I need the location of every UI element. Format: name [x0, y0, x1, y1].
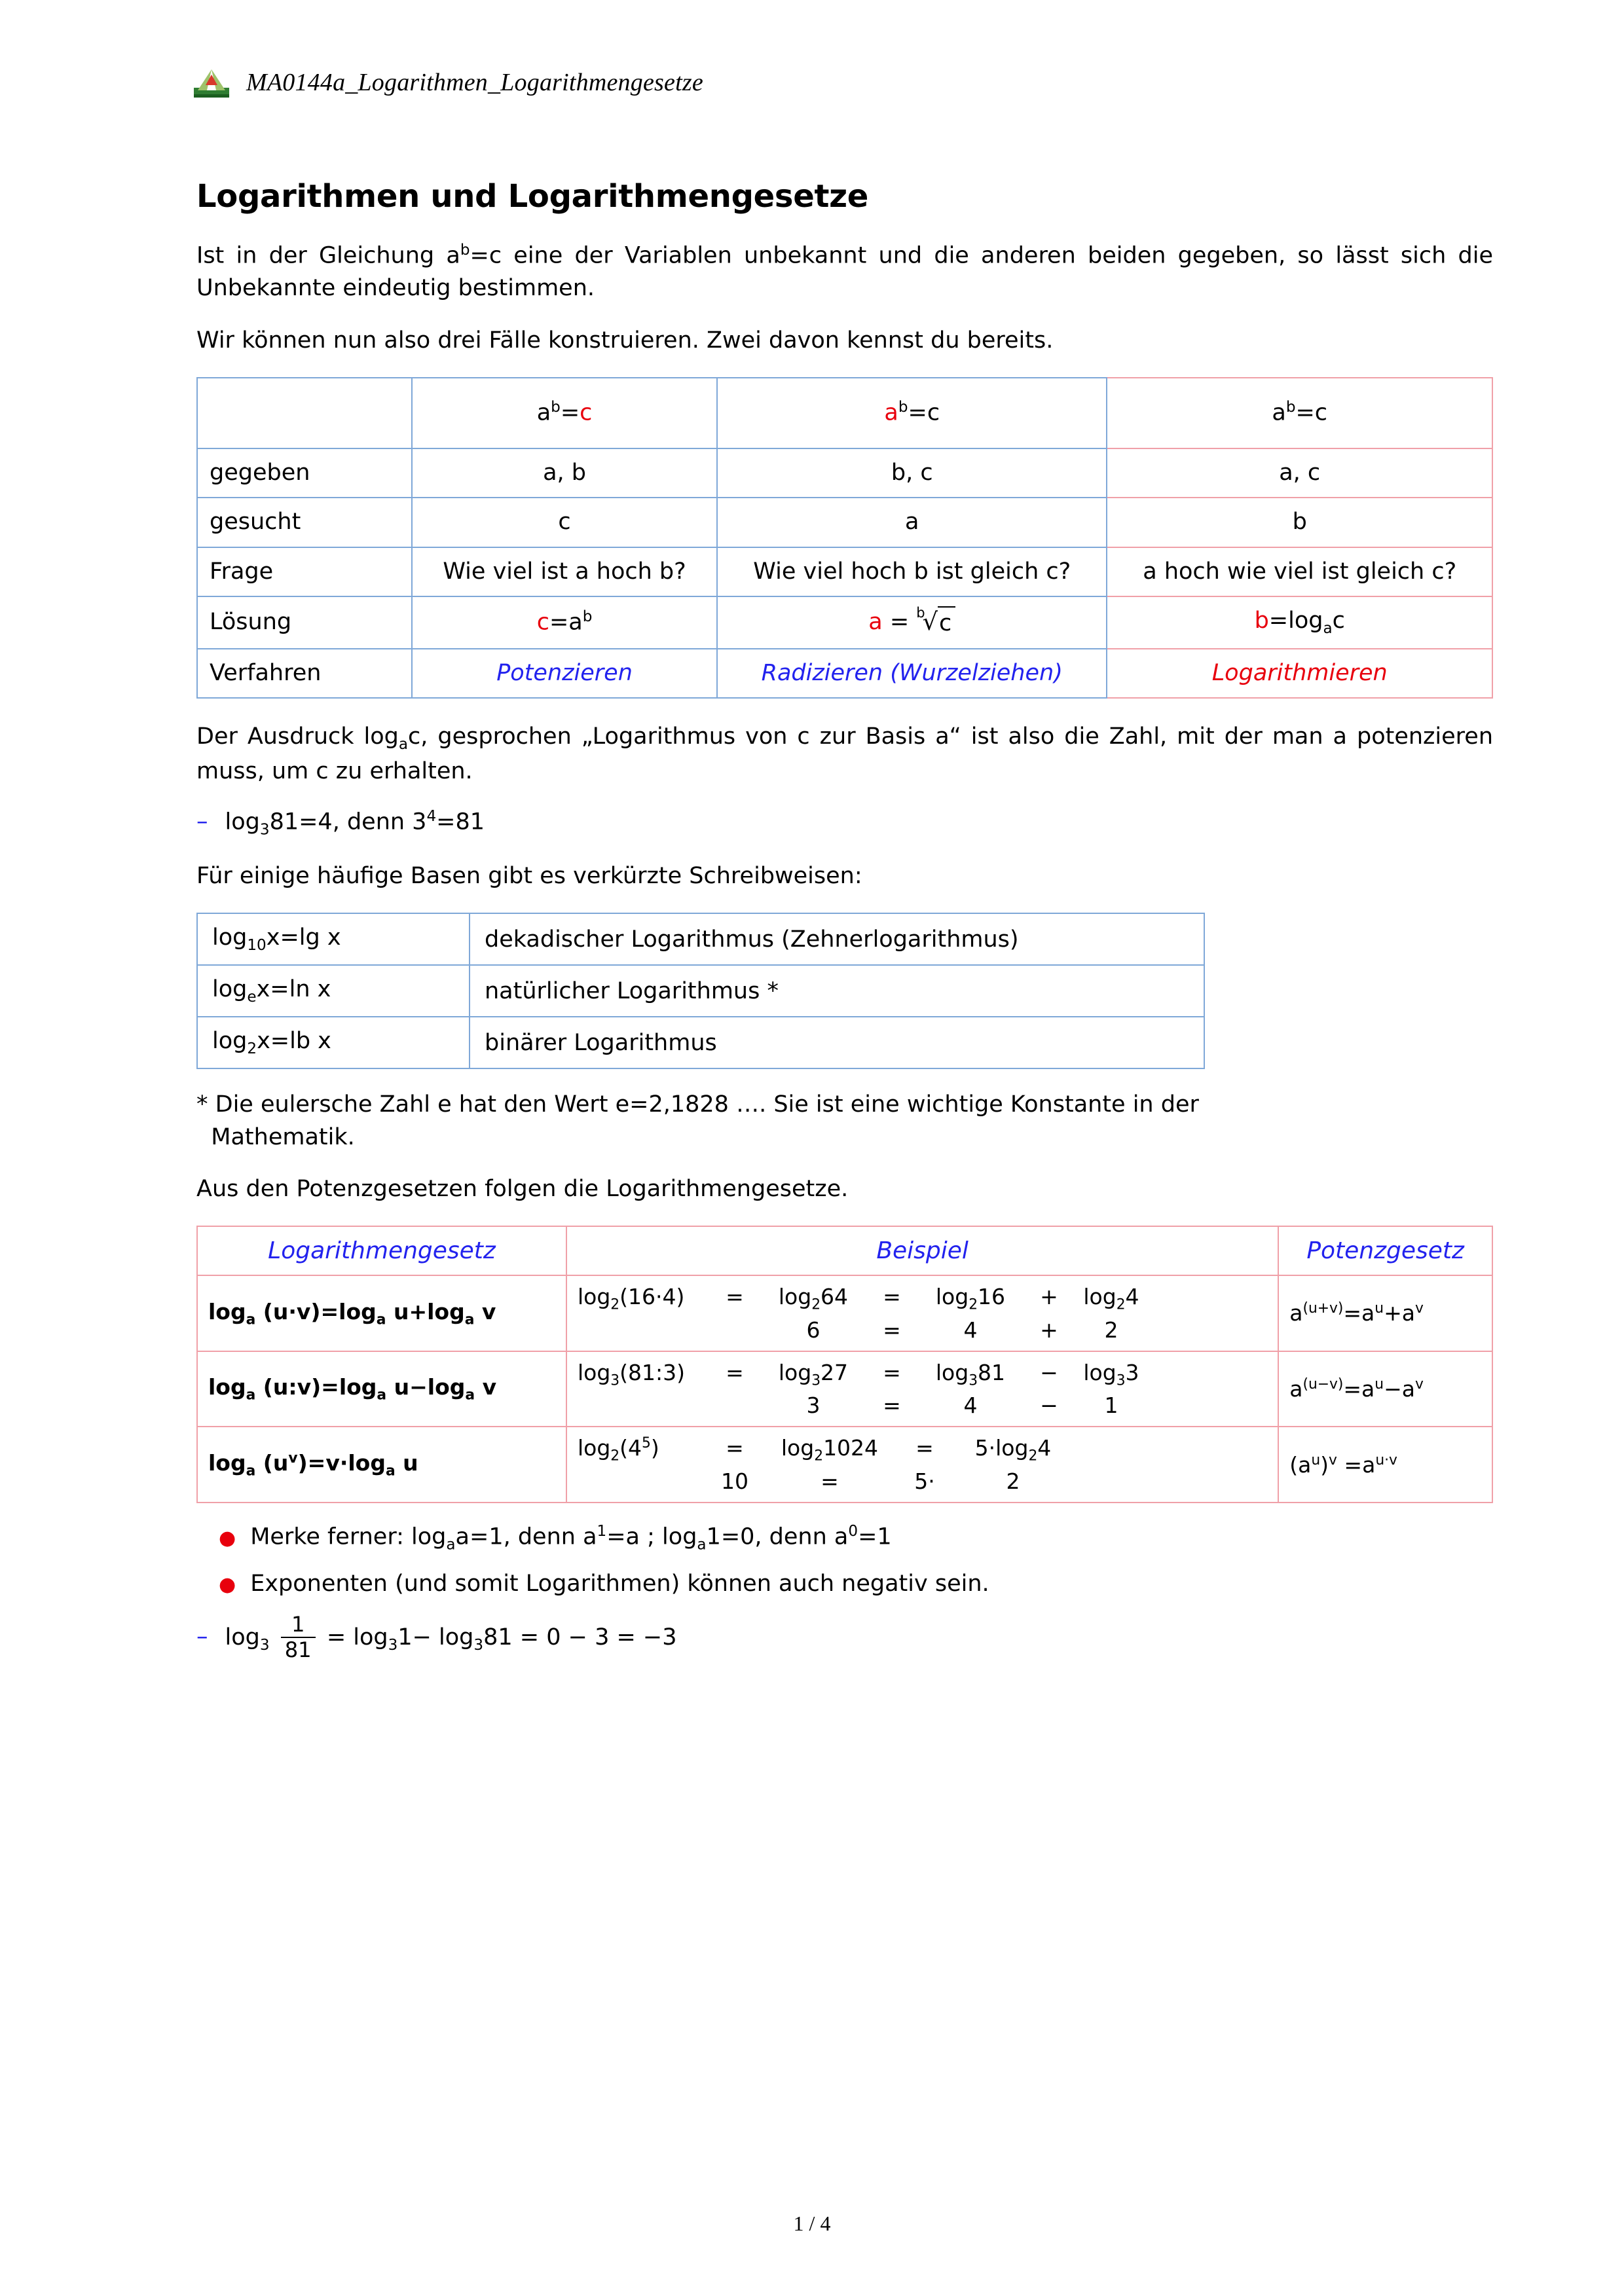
cell-gesucht-1: c: [412, 498, 717, 547]
page-number: 1 / 4: [793, 2212, 831, 2235]
table-row: [197, 378, 1492, 448]
power-law-3: $(a^u)^v =a^{u\cdot v}$: [1278, 1427, 1492, 1503]
euler-note-line1: * Die eulersche Zahl e hat den Wert e=2,1828 …. Sie ist eine wichtige Konstante in der: [196, 1091, 1199, 1118]
log-def-sub: a: [398, 736, 409, 754]
log-def-rest: c, gesprochen „Logarithmus von c zur Basis a“ ist also die Zahl, mit der man a potenzieren muss, um c zu erhalten.: [196, 723, 1494, 784]
note-exponents: [196, 1571, 1493, 1597]
note-merke: [196, 1523, 1493, 1554]
cell-frage-1: Wie viel ist a hoch b?: [412, 547, 717, 597]
laws-intro: Aus den Potenzgesetzen folgen die Logarithmengesetze.: [196, 1176, 849, 1203]
table-row: [197, 1427, 1492, 1503]
cell-loesung-2: a = b √ c: [717, 596, 1107, 649]
cell-gesucht-3: b: [1107, 498, 1492, 547]
row-label-frage: Frage: [197, 547, 412, 597]
short-form-description-1: dekadischer Logarithmus (Zehnerlogarithmus): [470, 913, 1204, 965]
laws-header-1: Logarithmengesetz: [197, 1226, 566, 1275]
intro-paragraph-2: Wir können nun also drei Fälle konstruieren. Zwei davon kennst du bereits.: [196, 327, 1054, 354]
case-header-1: $a^b=c$: [412, 378, 717, 448]
power-law-2: $a^{(u-v)}=a^u-a^v$: [1278, 1351, 1492, 1427]
empty-corner-cell: [197, 378, 412, 448]
row-label-loesung: Lösung: [197, 596, 412, 649]
law-formula-1: $\log_a (u\cdot v)=\log_a$ $u+\log_a$ v: [197, 1275, 566, 1351]
cell-frage-3: a hoch wie viel ist gleich c?: [1107, 547, 1492, 597]
bullet-marker: ●: [219, 1526, 236, 1550]
short-forms-intro: Für einige häufige Basen gibt es verkürzte Schreibweisen:: [196, 863, 862, 890]
table-row: [197, 965, 1204, 1017]
law-formula-3: $\log_a (u^v)=v\cdot\log_a$ u: [197, 1427, 566, 1503]
page-title: Logarithmen und Logarithmengesetze: [196, 178, 868, 215]
cases-table: [196, 377, 1493, 699]
dash-marker: –: [196, 1624, 208, 1650]
short-form-description-3: binärer Logarithmus: [470, 1017, 1204, 1068]
cell-verfahren-2: Radizieren (Wurzelziehen): [717, 649, 1107, 699]
log-definition-paragraph: [196, 721, 1493, 788]
short-form-description-2: natürlicher Logarithmus *: [470, 965, 1204, 1017]
cell-gesucht-2: a: [717, 498, 1107, 547]
log-example-item: [196, 808, 1493, 839]
law-example-2: $\log_3(81:3)$ = $\log_327$ = $\log_381$ − $\log_33$ 3 = 4 − 1: [566, 1351, 1278, 1427]
bullet-marker: ●: [219, 1573, 236, 1596]
logarithm-laws-table: [196, 1226, 1493, 1503]
note-merke-text: Merke ferner: $\log_aa=1$, denn $a^1=a$ ; $\log_a1=0$, denn $a^0=1$: [250, 1522, 892, 1554]
table-row: [197, 596, 1492, 649]
dash-marker: –: [196, 809, 208, 835]
euler-note-line2: Mathematik.: [211, 1123, 355, 1150]
row-label-gegeben: gegeben: [197, 448, 412, 498]
cell-frage-2: Wie viel hoch b ist gleich c?: [717, 547, 1107, 597]
negative-example-item: [196, 1611, 1493, 1663]
table-row: [197, 1226, 1492, 1275]
intro-paragraph-1: [196, 240, 1493, 305]
law-formula-2: $\log_a$ $(u:v)=\log_a$ $u-\log_a$ v: [197, 1351, 566, 1427]
negative-example-text: $\log_3$ $\frac{1}{81}$ = $\log_31- \log_381 = 0 - 3 = -3$: [225, 1611, 677, 1663]
table-row: [197, 1275, 1492, 1351]
note-exponents-text: Exponenten (und somit Logarithmen) können auch negativ sein.: [250, 1570, 989, 1597]
cell-verfahren-1: Potenzieren: [412, 649, 717, 699]
table-row: [197, 448, 1492, 498]
intro-part-a: Ist in der Gleichung a: [196, 242, 460, 269]
table-row: [197, 649, 1492, 699]
law-example-1: $\log_2(16\cdot 4)$ = $\log_264$ = $\log_216$ + $\log_24$ 6 = 4 + 2: [566, 1275, 1278, 1351]
row-label-gesucht: gesucht: [197, 498, 412, 547]
cell-loesung-1: $c=a^b$: [412, 596, 717, 649]
cell-loesung-3: $b=\log_ac$: [1107, 596, 1492, 649]
cell-gegeben-2: b, c: [717, 448, 1107, 498]
euler-note: [196, 1089, 1493, 1154]
row-label-verfahren: Verfahren: [197, 649, 412, 699]
cell-gegeben-3: a, c: [1107, 448, 1492, 498]
intro-exponent: b: [460, 242, 470, 259]
table-row: [197, 913, 1204, 965]
table-row: [197, 1351, 1492, 1427]
case-header-3: $a^b=c$: [1107, 378, 1492, 448]
page-footer: [0, 2212, 1624, 2236]
log-example-text: $\log_381=4$, denn $3^4=81$: [225, 807, 485, 839]
table-row: [197, 547, 1492, 597]
short-form-notation-1: $\log_{10}x=\lg$ x: [197, 913, 470, 965]
document-header: [191, 65, 1493, 100]
short-form-notation-2: $\log_ex=\ln$ x: [197, 965, 470, 1017]
law-example-3: $\log_2(4^5)$ = $\log_21024$ = $5\cdot\log_24$ 10 = 5· 2: [566, 1427, 1278, 1503]
cell-gegeben-1: a, b: [412, 448, 717, 498]
intro-part-c: =c eine der Variablen unbekannt und die anderen beiden gegeben, so lässt sich die Unbekannte eindeutig bestimmen.: [196, 242, 1494, 302]
log-def-pre: Der Ausdruck log: [196, 723, 399, 750]
mountain-logo-icon: [191, 65, 232, 100]
power-law-1: $a^{(u+v)}=a^u+a^v$: [1278, 1275, 1492, 1351]
short-form-notation-3: $\log_2x=lb$ x: [197, 1017, 470, 1068]
cell-verfahren-3: Logarithmieren: [1107, 649, 1492, 699]
table-row: [197, 1017, 1204, 1068]
table-row: [197, 498, 1492, 547]
header-title: MA0144a_Logarithmen_Logarithmengesetze: [246, 69, 703, 96]
laws-header-3: Potenzgesetz: [1278, 1226, 1492, 1275]
short-forms-table: [196, 913, 1205, 1069]
laws-header-2: Beispiel: [566, 1226, 1278, 1275]
case-header-2: $a^b=c$: [717, 378, 1107, 448]
